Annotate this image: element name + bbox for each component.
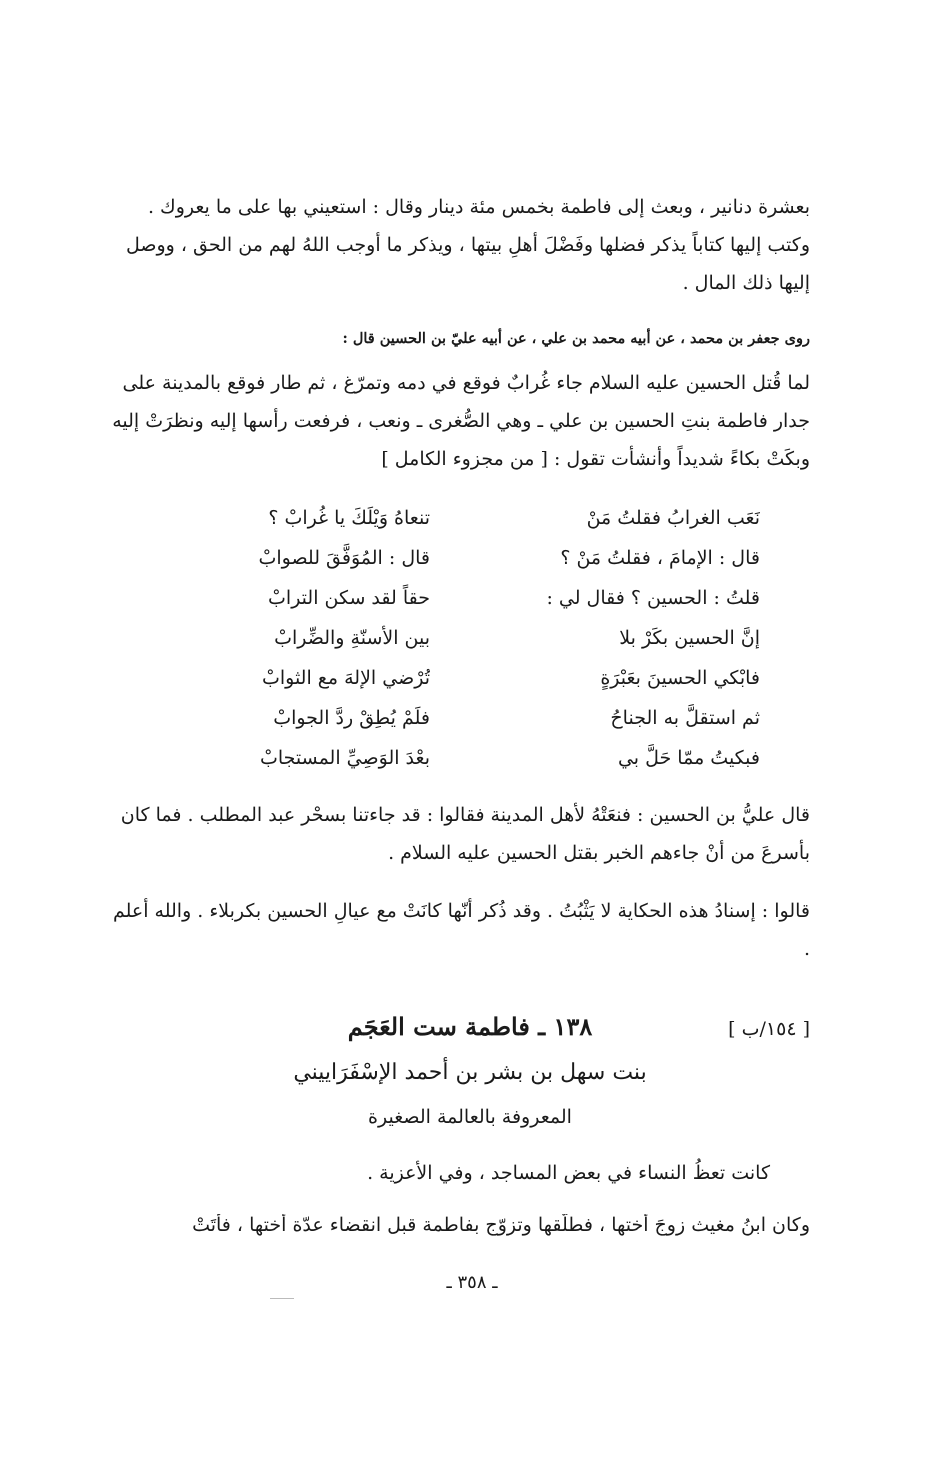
poem-second-hemistich: بين الأسنّةِ والضِّرابْ [274, 627, 430, 649]
paragraph-isnad-note: قالوا : إسنادُ هذه الحكاية لا يَثْبُتُ . وقد ذُكر أنّها كانَتْ مع عيالِ الحسين بكربلاء . والله أعلم . [112, 900, 810, 960]
poem-verse [200, 498, 760, 538]
poem-first-hemistich: ثم استقلَّ به الجناحُ [610, 707, 760, 729]
poem [200, 498, 760, 778]
isnad-chain: روى جعفر بن محمد ، عن أبيه محمد بن علي ، عن أبيه عليّ بن الحسين قال : [342, 330, 810, 347]
paragraph-ali: قال عليُّ بن الحسين : فنعَتْهُ لأهل المدينة فقالوا : قد جاءتنا بسحْر عبد المطلب . فما كان بأسرعَ من أنْ جاءهم الخبر بقتل الحسين عليه السلام . [120, 804, 810, 864]
poem-first-hemistich: فبكيتُ ممّا حَلَّ بي [617, 747, 760, 769]
poem-first-hemistich: قال : الإمامَ ، فقلتُ مَنْ ؟ [560, 547, 760, 569]
poem-verse [200, 538, 760, 578]
poem-first-hemistich: قلتُ : الحسين ؟ فقال لي : [546, 587, 760, 609]
poem-second-hemistich: بعْدَ الوَصِيِّ المستجابْ [259, 747, 430, 769]
biography-known-as: المعروفة بالعالمة الصغيرة [368, 1106, 572, 1128]
poem-first-hemistich: إنَّ الحسين بكَرْ بلا [619, 627, 760, 649]
poem-second-hemistich: تُرْضي الإلهَ مع الثوابْ [261, 667, 430, 689]
poem-second-hemistich: حقاً لقد سكن الترابْ [268, 587, 430, 609]
scan-mark [270, 1298, 294, 1299]
poem-first-hemistich: فابْكي الحسينَ بعَبْرَةٍ [600, 667, 760, 689]
biography-lineage: بنت سهل بن بشر بن أحمد الإسْفَرَاييني [293, 1060, 647, 1085]
poem-second-hemistich: قال : المُوَفَّقَ للصوابْ [258, 547, 430, 569]
poem-second-hemistich: تنعاهُ وَيْلَكَ يا غُرابْ ؟ [268, 507, 430, 529]
paragraph-narration: لما قُتل الحسين عليه السلام جاء غُرابٌ فوقع في دمه وتمرّغ ، ثم طار فوقع بالمدينة على جدار فاطمة بنتِ الحسين بن علي ـ وهي الصُّغرى ـ ونعب ، فرفعت رأسها إليه ونظرَتْ إليه وبكَتْ بكاءً شديداً وأنشأت تقول : [ من مجزوء الكامل ] [112, 372, 810, 470]
poem-verse [200, 658, 760, 698]
page-number: ـ ٣٥٨ ـ [446, 1272, 498, 1293]
poem-verse [200, 698, 760, 738]
biography-paragraph-1: كانت تعظُ النساء في بعض المساجد ، وفي الأعزية . [367, 1162, 770, 1184]
paragraph-opening: بعشرة دنانير ، وبعث إلى فاطمة بخمس مئة دينار وقال : استعيني بها على ما يعروك . وكتب إليها كتاباً يذكر فضلها وفَضْلَ أهلِ بيتها ، ويذكر ما أوجب اللهُ لهم من الحق ، ووصل إليها ذلك المال . [125, 196, 810, 294]
biography-paragraph-2: وكان ابنُ مغيث زوجَ أختها ، فطلّقها وتزوّج بفاطمة قبل انقضاء عدّة أختها ، فأتَتْ [192, 1214, 810, 1236]
folio-reference: [ ١٥٤/ب ] [728, 1018, 810, 1040]
poem-verse [200, 578, 760, 618]
poem-verse [200, 738, 760, 778]
poem-first-hemistich: نَعَب الغرابُ فقلتُ مَنْ [586, 507, 760, 529]
poem-verse [200, 618, 760, 658]
poem-second-hemistich: فلَمْ يُطِقْ ردَّ الجوابْ [273, 707, 430, 729]
biography-title: ١٣٨ ـ فاطمة ست العَجَم [347, 1012, 593, 1041]
